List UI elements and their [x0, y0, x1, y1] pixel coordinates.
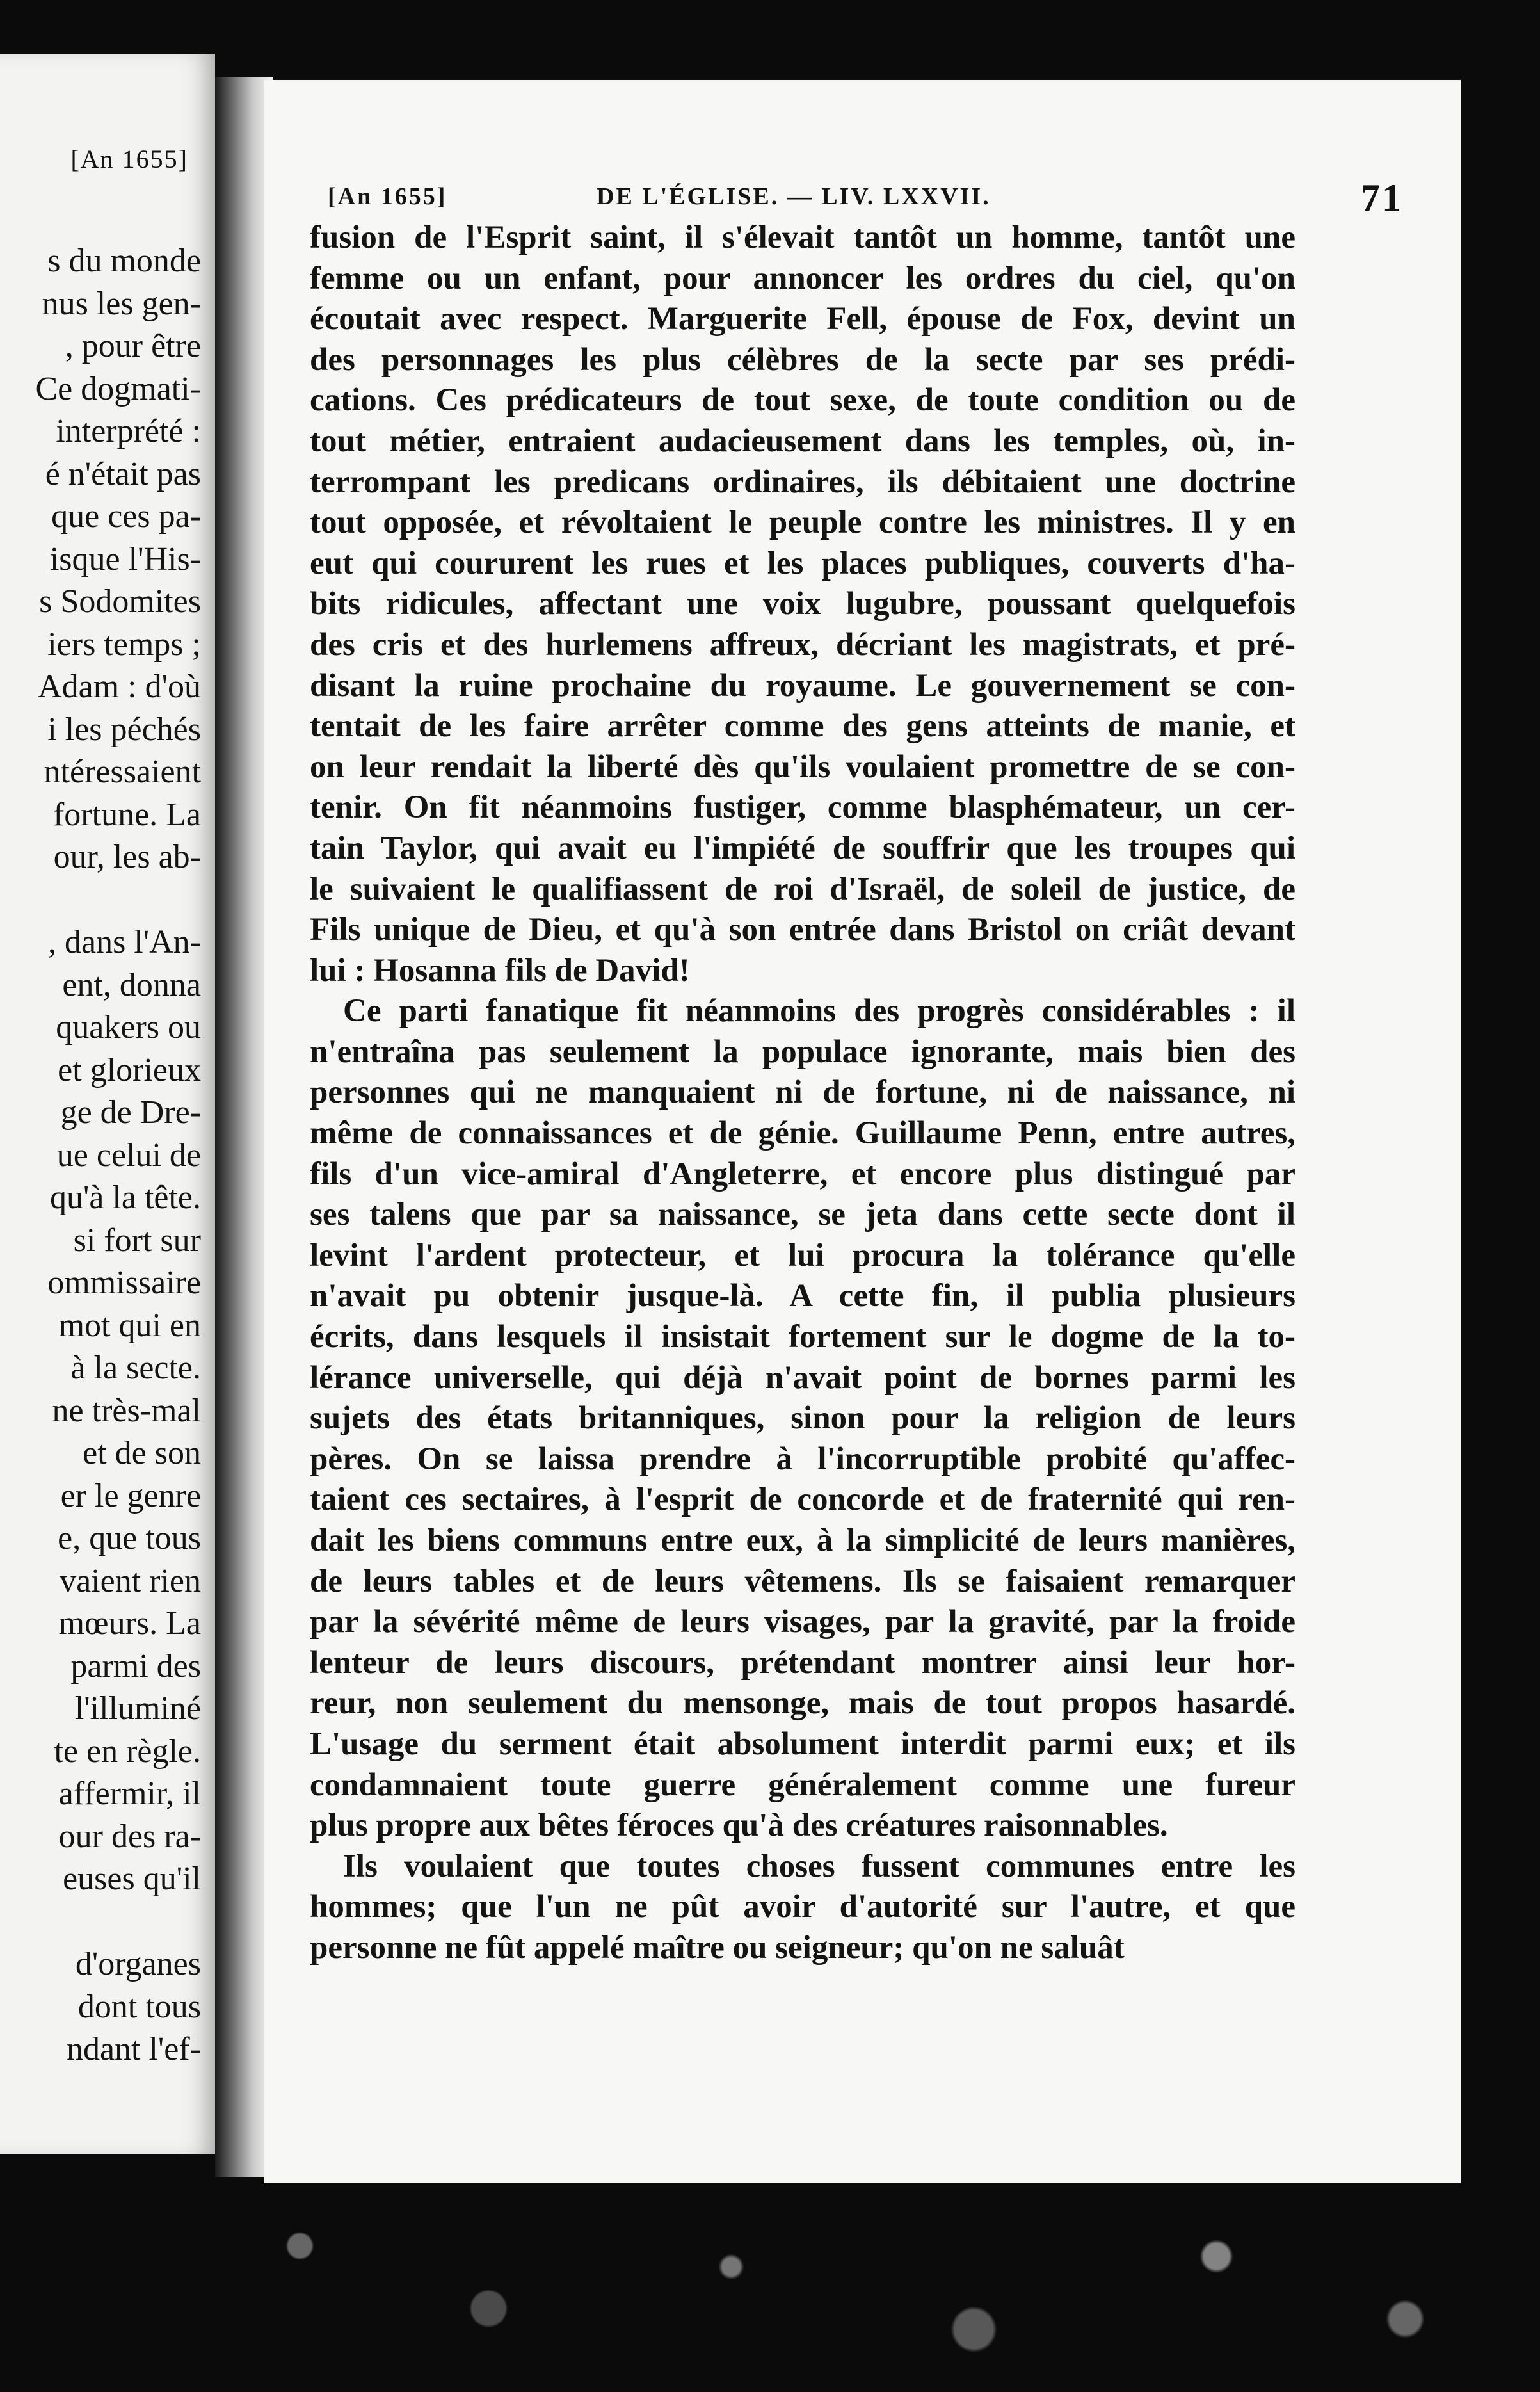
left-text-line: d'organes: [75, 1946, 201, 1982]
left-text-line: ent, donna: [62, 966, 201, 1003]
left-text-line: iers temps ;: [47, 626, 201, 663]
left-text-line: our, les ab-: [53, 839, 201, 875]
left-text-line: [0, 879, 201, 922]
left-text-line: s du monde: [47, 243, 201, 279]
text-line: dait les biens communs entre eux, à la simplicité de leurs manières,: [310, 1523, 1295, 1558]
page-body-text: [310, 218, 1295, 1969]
running-head: [328, 177, 1403, 221]
text-line: L'usage du serment était absolument interdit parmi eux; et ils: [310, 1725, 1295, 1762]
text-line: de leurs tables et de leurs vêtemens. Ils se faisaient remarquer: [310, 1563, 1295, 1599]
left-text-line: mœurs. La: [58, 1605, 201, 1642]
running-head-year: [An 1655]: [328, 183, 447, 210]
text-line: tout opposée, et révoltaient le peuple contre les ministres. Il y en: [310, 505, 1295, 541]
left-text-line: isque l'His-: [49, 540, 201, 578]
left-text-line: quakers ou: [56, 1009, 201, 1046]
left-text-line: i les péchés: [47, 711, 201, 748]
left-text-line: que ces pa-: [51, 498, 201, 535]
text-line: bits ridicules, affectant une voix lugubre, poussant quelquefois: [310, 586, 1295, 622]
left-text-line: qu'à la tête.: [49, 1179, 201, 1216]
text-line: personnes qui ne manquaient ni de fortune, ni de naissance, ni: [310, 1074, 1295, 1111]
left-text-line: our des ra-: [58, 1818, 201, 1855]
text-line: des personnages les plus célèbres de la secte par ses prédi-: [310, 341, 1295, 378]
left-text-line: affermir, il: [58, 1775, 201, 1812]
text-line: tain Taylor, qui avait eu l'impiété de souffrir que les troupes qui: [310, 830, 1295, 866]
text-line: Ils voulaient que toutes choses fussent communes entre les: [343, 1848, 1295, 1884]
left-text-line: s Sodomites: [39, 583, 201, 620]
left-page-fragment: [0, 54, 215, 2154]
text-line: levint l'ardent protecteur, et lui procura la tolérance qu'elle: [310, 1237, 1295, 1273]
text-line: lérance universelle, qui déjà n'avait point de bornes parmi les: [310, 1359, 1295, 1396]
left-page-header: [An 1655]: [70, 145, 188, 174]
left-text-line: , dans l'An-: [47, 924, 201, 960]
text-line: tenir. On fit néanmoins fustiger, comme blasphémateur, un cer-: [310, 789, 1295, 826]
text-line: pères. On se laissa prendre à l'incorruptible probité qu'affec-: [310, 1441, 1295, 1477]
left-text-line: nus les gen-: [42, 285, 201, 322]
left-text-line: ommissaire: [47, 1265, 201, 1301]
left-text-line: e, que tous: [58, 1520, 201, 1556]
text-line: condamnaient toute guerre généralement comme une fureur: [310, 1766, 1295, 1803]
left-text-line: et de son: [83, 1435, 201, 1471]
text-line: écrits, dans lesquels il insistait fortement sur le dogme de la to-: [310, 1319, 1295, 1355]
text-line: même de connaissances et de génie. Guillaume Penn, entre autres,: [310, 1115, 1295, 1152]
text-line: taient ces sectaires, à l'esprit de concorde et de fraternité qui ren-: [310, 1482, 1295, 1518]
left-text-line: à la secte.: [70, 1350, 201, 1386]
text-line: Fils unique de Dieu, et qu'à son entrée dans Bristol on criât devant: [310, 912, 1295, 948]
text-line: des cris et des hurlemens affreux, décriant les magistrats, et pré-: [310, 626, 1295, 663]
left-text-line: et glorieux: [58, 1051, 201, 1088]
text-line: eut qui coururent les rues et les places publiques, couverts d'ha-: [310, 545, 1295, 581]
text-line: écoutait avec respect. Marguerite Fell, épouse de Fox, devint un: [310, 301, 1295, 337]
text-line: terrompant les predicans ordinaires, ils débitaient une doctrine: [310, 464, 1295, 500]
text-line: le suivaient le qualifiassent de roi d'Israël, de soleil de justice, de: [310, 871, 1295, 907]
text-line: n'avait pu obtenir jusque-là. A cette fin, il publia plusieurs: [310, 1278, 1295, 1314]
left-page-text: [0, 240, 201, 2071]
left-text-line: , pour être: [65, 328, 201, 364]
left-text-line: fortune. La: [52, 796, 201, 833]
text-line: femme ou un enfant, pour annoncer les ordres du ciel, qu'on: [310, 260, 1295, 296]
left-text-line: ue celui de: [56, 1136, 201, 1174]
text-line: fusion de l'Esprit saint, il s'élevait tantôt un homme, tantôt une: [310, 220, 1295, 255]
left-text-line: euses qu'il: [63, 1861, 201, 1897]
text-line: ses talens que par sa naissance, se jeta dans cette secte dont il: [310, 1197, 1295, 1233]
left-text-line: ntéressaient: [44, 754, 201, 790]
left-text-line: parmi des: [70, 1647, 201, 1685]
left-text-line: si fort sur: [73, 1222, 201, 1259]
text-line: personne ne fût appelé maître ou seigneur; qu'on ne saluât: [310, 1929, 1125, 1966]
text-line: lenteur de leurs discours, prétendant montrer ainsi leur hor-: [310, 1644, 1295, 1681]
text-line: par la sévérité même de leurs visages, par la gravité, par la froide: [310, 1604, 1295, 1640]
text-line: hommes; que l'un ne pût avoir d'autorité sur l'autre, et que: [310, 1889, 1295, 1925]
left-text-line: dont tous: [77, 1988, 201, 2025]
running-head-title: DE L'ÉGLISE. — LIV. LXXVII.: [597, 183, 991, 210]
left-text-line: [0, 1901, 201, 1944]
page-number: 71: [1361, 177, 1403, 219]
text-line: tentait de les faire arrêter comme des gens atteints de manie, et: [310, 708, 1295, 745]
text-line: tout métier, entraient audacieusement dans les temples, où, in-: [310, 423, 1295, 459]
text-line: reur, non seulement du mensonge, mais de tout propos hasardé.: [310, 1685, 1295, 1722]
left-text-line: te en règle.: [54, 1733, 201, 1770]
text-line: disant la ruine prochaine du royaume. Le gouvernement se con-: [310, 667, 1295, 704]
left-text-line: ndant l'ef-: [66, 2031, 201, 2067]
right-page: [264, 80, 1461, 2183]
text-line: plus propre aux bêtes féroces qu'à des créatures raisonnables.: [310, 1807, 1168, 1844]
left-text-line: vaient rien: [60, 1562, 201, 1599]
left-text-line: mot qui en: [58, 1307, 201, 1344]
left-text-line: Ce dogmati-: [35, 370, 201, 407]
text-line: sujets des états britanniques, sinon pour la religion de leurs: [310, 1400, 1295, 1437]
left-text-line: é n'était pas: [45, 455, 201, 492]
left-text-line: ne très-mal: [52, 1392, 201, 1429]
left-text-line: er le genre: [60, 1477, 201, 1514]
left-text-line: l'illuminé: [74, 1690, 201, 1727]
left-text-line: interprété :: [56, 413, 201, 449]
text-line: fils d'un vice-amiral d'Angleterre, et encore plus distingué par: [310, 1156, 1295, 1192]
text-line: lui : Hosanna fils de David!: [310, 952, 690, 989]
left-text-line: Adam : d'où: [38, 668, 201, 705]
text-line: cations. Ces prédicateurs de tout sexe, de toute condition ou de: [310, 382, 1295, 419]
text-line: on leur rendait la liberté dès qu'ils voulaient promettre de se con-: [310, 748, 1295, 785]
scan-edge-noise: [192, 2183, 1540, 2392]
left-text-line: ge de Dre-: [60, 1094, 201, 1131]
text-line: n'entraîna pas seulement la populace ignorante, mais bien des: [310, 1033, 1295, 1070]
text-line: Ce parti fanatique fit néanmoins des progrès considérables : il: [343, 993, 1295, 1030]
